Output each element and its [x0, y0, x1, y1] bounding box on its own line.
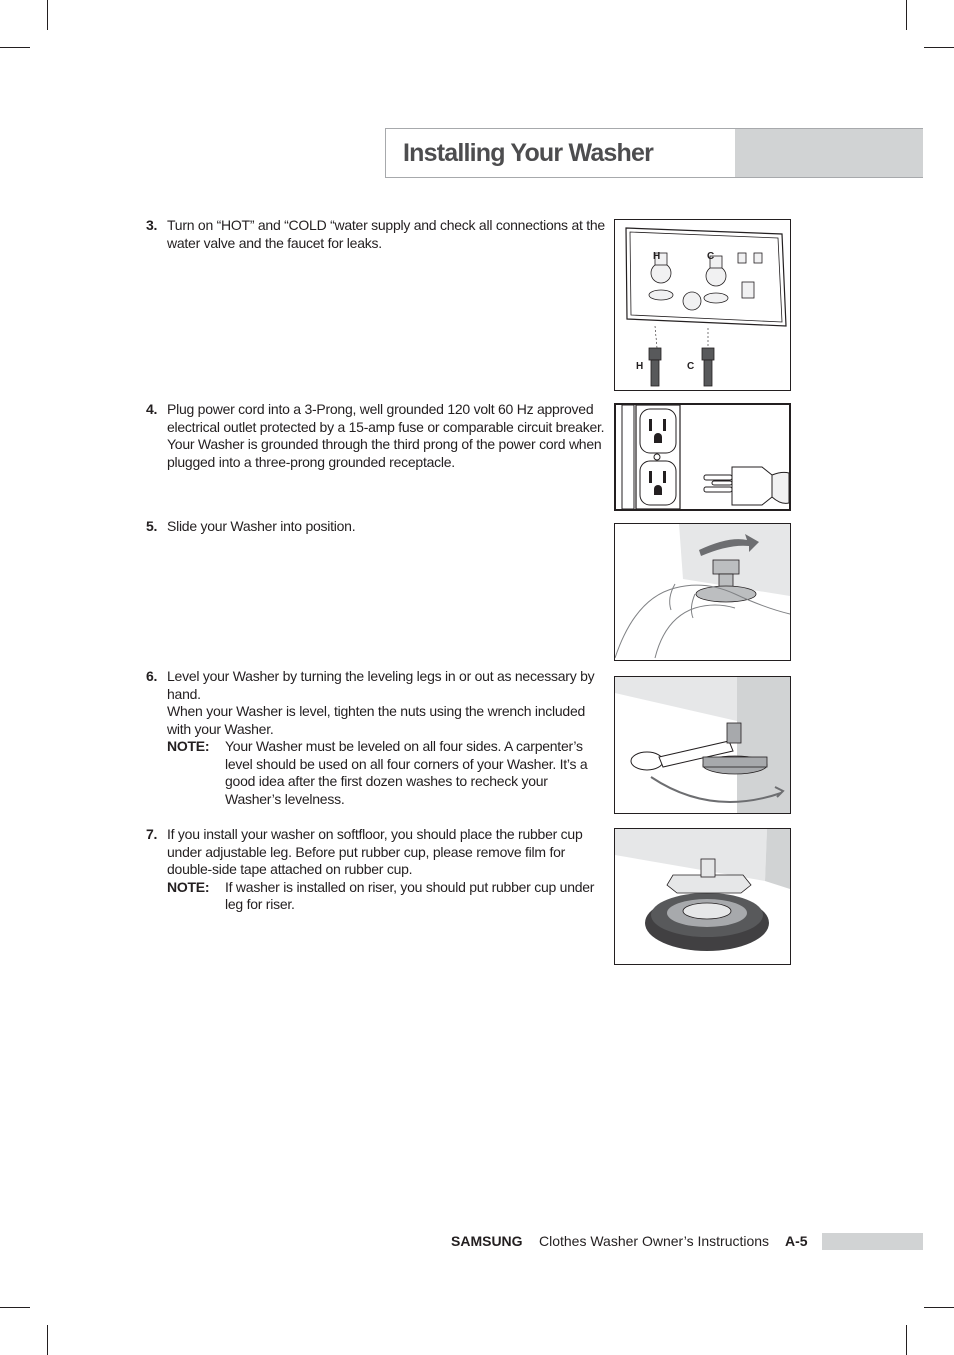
- rubber-cup-illustration: [614, 828, 791, 965]
- section-header: [385, 128, 923, 178]
- note-label: NOTE:: [167, 878, 210, 895]
- wrench-leveling-illustration: [614, 676, 791, 814]
- step-text: When your Washer is level, tighten the nuts using the wrench included with your Washer.: [167, 703, 586, 737]
- crop-mark: [47, 0, 48, 30]
- note: [167, 879, 607, 914]
- crop-mark: [906, 1325, 907, 1355]
- crop-mark: [924, 1307, 954, 1308]
- footer-document-title: Clothes Washer Owner’s Instructions: [539, 1233, 770, 1249]
- hot-tap-label: H: [653, 251, 661, 262]
- step-text: Slide your Washer into position.: [167, 518, 356, 534]
- step-number: 7.: [146, 826, 158, 842]
- power-outlet-illustration: [614, 403, 791, 511]
- slide-washer-illustration: [614, 523, 791, 661]
- cold-tap-label: C: [707, 251, 715, 262]
- step-number: 4.: [146, 401, 158, 417]
- crop-mark: [924, 47, 954, 48]
- step-text: Your Washer is grounded through the third prong of the power cord when plugged into a three-prong grounded receptacle.: [167, 436, 602, 470]
- note-text: Your Washer must be leveled on all four sides. A carpenter’s level should be used on all four corners of your Washer. It’s a good idea after the first dozen washes to recheck your Washer’s levelness.: [225, 738, 588, 807]
- page-footer: [451, 1233, 808, 1249]
- hot-hose-label: H: [636, 361, 644, 372]
- water-faucet-illustration: [614, 219, 791, 391]
- step-text: Plug power cord into a 3-Prong, well grounded 120 volt 60 Hz approved electrical outlet protected by a 15-amp fuse or comparable circuit breaker.: [167, 401, 605, 435]
- crop-mark: [0, 47, 30, 48]
- crop-mark: [906, 0, 907, 30]
- note: [167, 738, 607, 808]
- page-title: Installing Your Washer: [403, 139, 654, 167]
- note-label: NOTE:: [167, 738, 210, 754]
- note-text: If washer is installed on riser, you should put rubber cup under leg for riser.: [225, 878, 595, 912]
- crop-mark: [0, 1307, 30, 1308]
- step-number: 5.: [146, 518, 158, 534]
- cold-hose-label: C: [687, 361, 695, 372]
- step-text: If you install your washer on softfloor, you should place the rubber cup under adjustable leg. Before put rubber cup, please remove film for double-side tape attached on rubber cup.: [167, 826, 583, 877]
- page-number: A-5: [785, 1233, 808, 1249]
- step-number: 3.: [146, 217, 158, 233]
- step-text: Turn on “HOT” and “COLD “water supply and check all connections at the water valve and the faucet for leaks.: [167, 217, 605, 251]
- footer-shade-bar: [822, 1233, 923, 1250]
- step-text: Level your Washer by turning the leveling legs in or out as necessary by hand.: [167, 668, 595, 702]
- footer-brand: SAMSUNG: [451, 1233, 523, 1249]
- crop-mark: [47, 1325, 48, 1355]
- header-shade-bar: [735, 129, 923, 177]
- step-number: 6.: [146, 668, 158, 684]
